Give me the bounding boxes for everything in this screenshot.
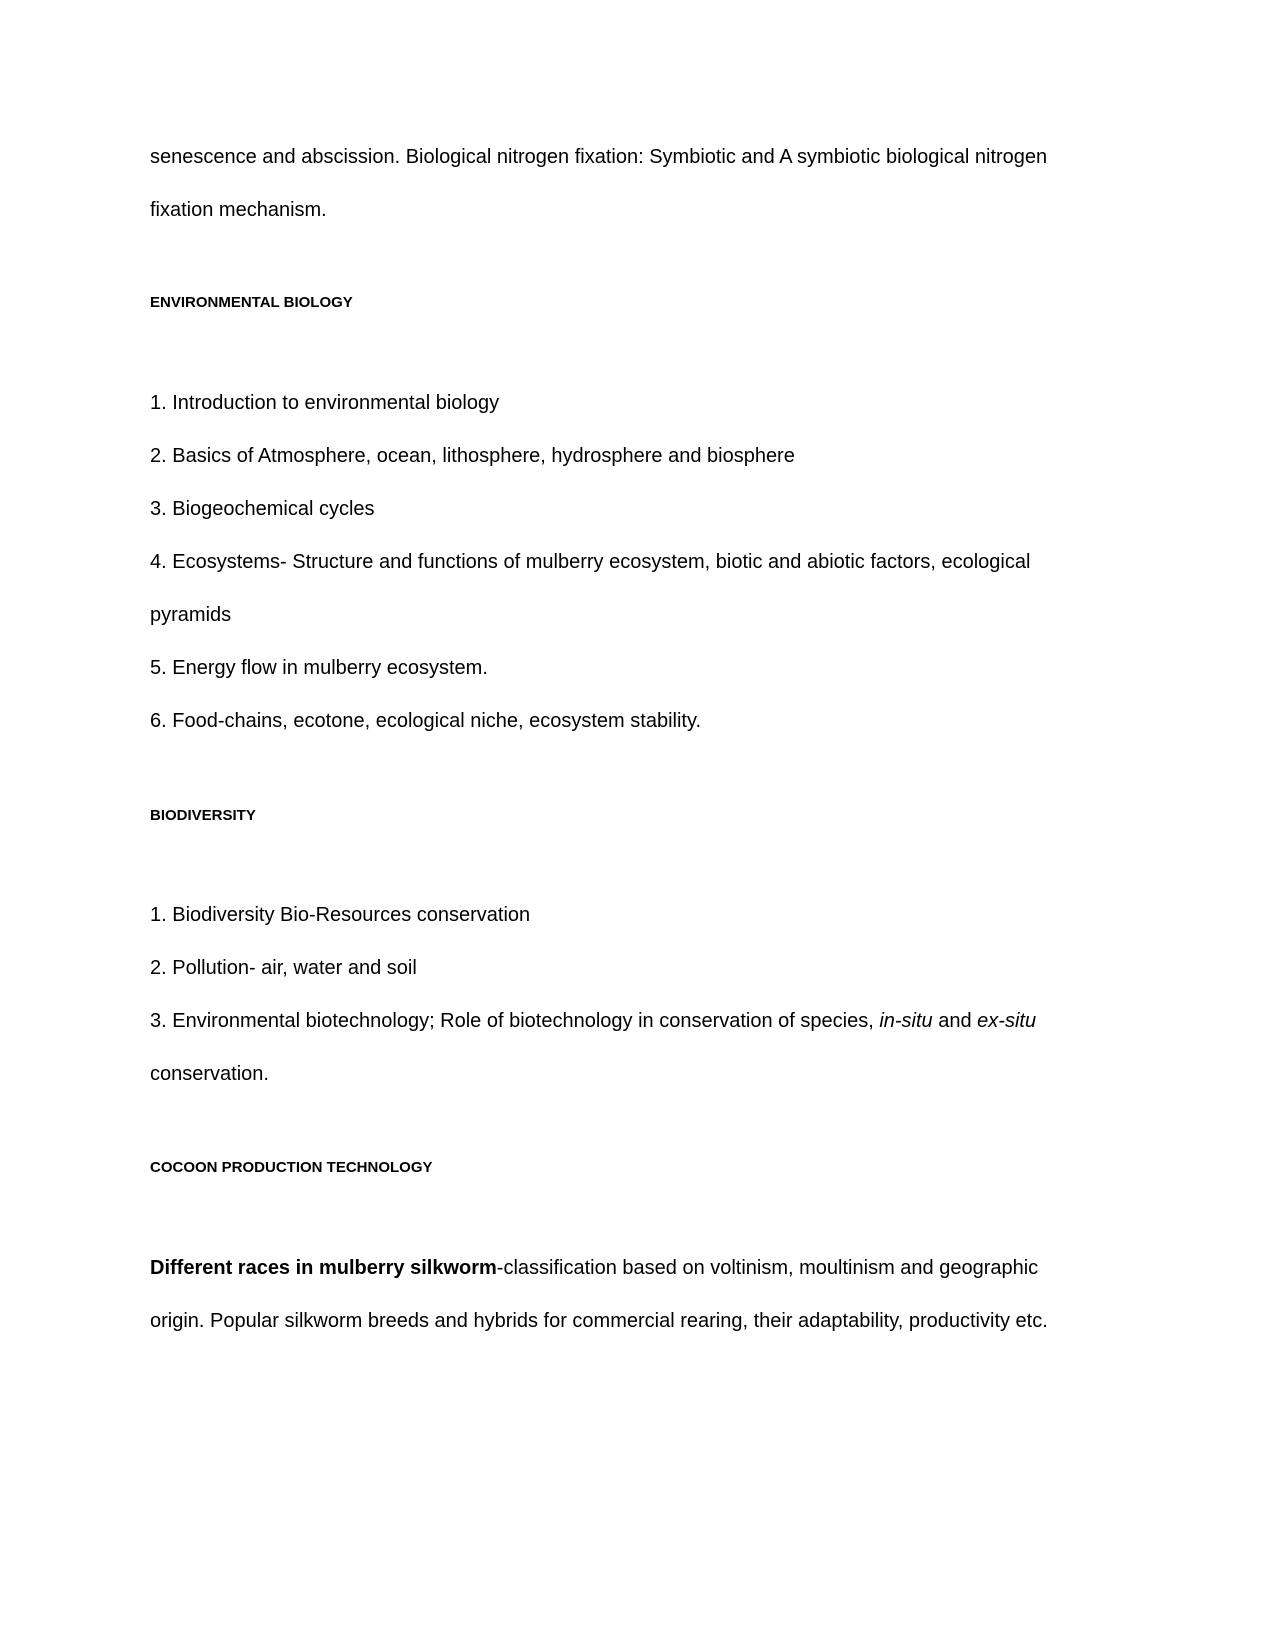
bold-lead-text: Different races in mulberry silkworm — [150, 1257, 497, 1279]
intro-line-1: senescence and abscission. Biological nitrogen fixation: Symbiotic and A symbiotic biological nitrogen — [150, 146, 1048, 168]
intro-line-2: fixation mechanism. — [150, 199, 327, 221]
list-item-continuation: pyramids — [150, 604, 232, 626]
list-item: 3. Biogeochemical cycles — [150, 498, 375, 520]
list-item: 2. Pollution- air, water and soil — [150, 957, 417, 979]
italic-term-in-situ: in-situ — [879, 1010, 933, 1032]
list-item — [150, 1009, 1036, 1033]
section-heading-environmental-biology: ENVIRONMENTAL BIOLOGY — [150, 294, 353, 311]
section-heading-cocoon-production: COCOON PRODUCTION TECHNOLOGY — [150, 1159, 433, 1176]
paragraph-line-2: origin. Popular silkworm breeds and hybrids for commercial rearing, their adaptability, productivity etc. — [150, 1310, 1048, 1332]
list-item: 1. Introduction to environmental biology — [150, 392, 500, 414]
list-item-continuation: conservation. — [150, 1063, 269, 1085]
list-item: 6. Food-chains, ecotone, ecological niche, ecosystem stability. — [150, 710, 702, 732]
section-heading-biodiversity: BIODIVERSITY — [150, 807, 256, 824]
list-item: 4. Ecosystems- Structure and functions of mulberry ecosystem, biotic and abiotic factors, ecological — [150, 551, 1031, 573]
list-item: 2. Basics of Atmosphere, ocean, lithosphere, hydrosphere and biosphere — [150, 445, 795, 467]
list-item: 5. Energy flow in mulberry ecosystem. — [150, 657, 488, 679]
list-item: 1. Biodiversity Bio-Resources conservation — [150, 904, 531, 926]
paragraph-line-1 — [150, 1256, 1038, 1280]
paragraph-text: -classification based on voltinism, moultinism and geographic — [496, 1257, 1039, 1279]
italic-term-ex-situ: ex-situ — [977, 1010, 1037, 1032]
list-item-text: 3. Environmental biotechnology; Role of biotechnology in conservation of species, — [150, 1010, 880, 1032]
list-item-text: and — [932, 1010, 978, 1032]
